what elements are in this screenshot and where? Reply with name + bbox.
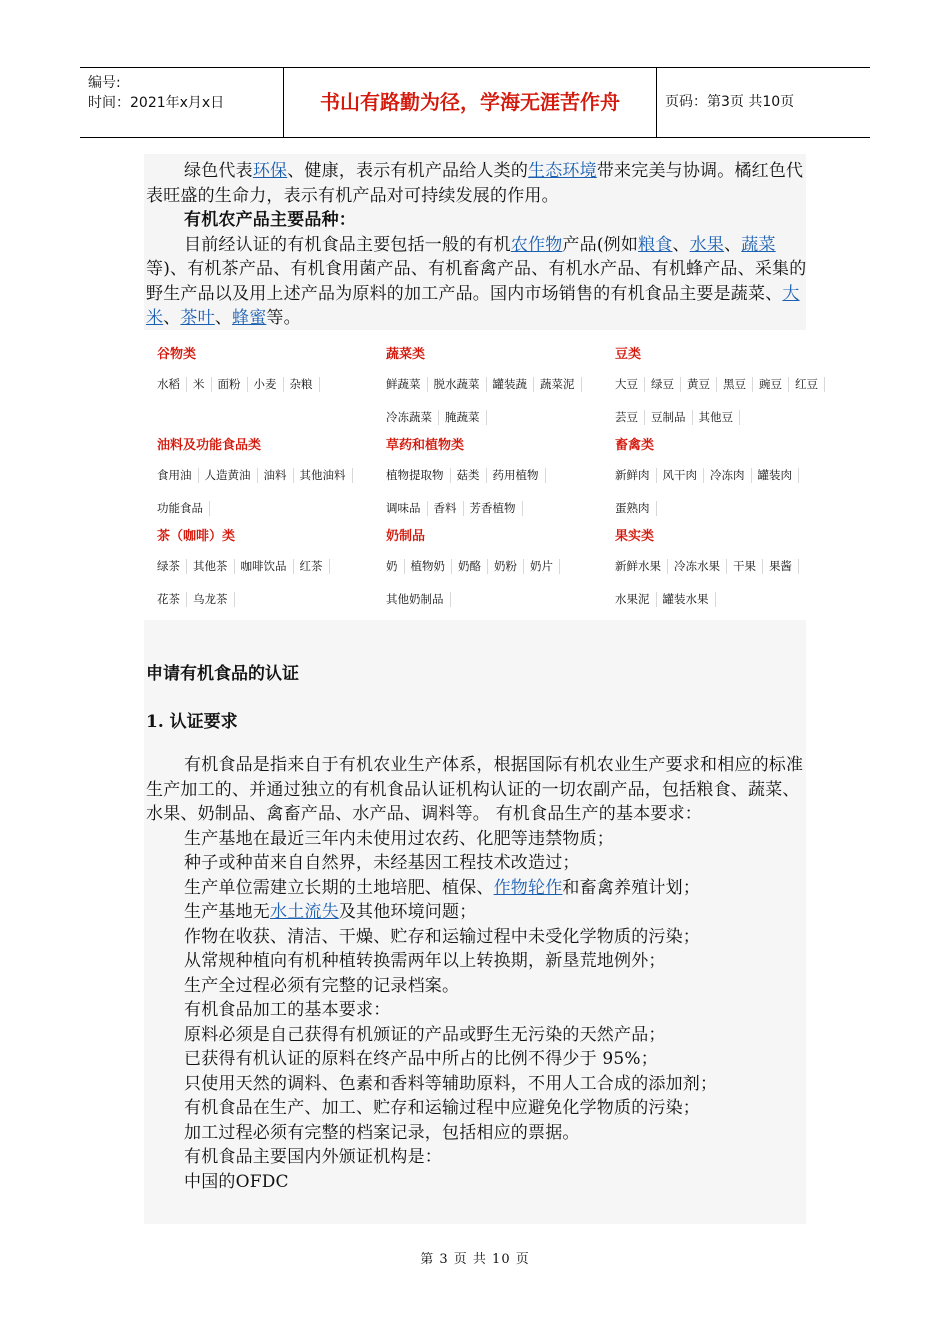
- list-item: 生产基地在最近三年内未使用过农药、化肥等违禁物质；: [184, 828, 614, 849]
- link-soil-erosion[interactable]: 水土流失: [270, 902, 339, 922]
- category-items: [386, 368, 611, 434]
- page-indicator: 页码：第3页 共10页: [665, 94, 795, 110]
- cert-body: [146, 753, 808, 1194]
- category-block: [386, 346, 611, 434]
- list-item: 只使用天然的调料、色素和香料等辅助原料，不用人工合成的添加剂；: [184, 1073, 718, 1094]
- category-items: [386, 550, 611, 616]
- category-item[interactable]: 新鲜肉: [615, 468, 657, 483]
- category-block: [386, 528, 611, 616]
- category-item[interactable]: 花茶: [157, 592, 187, 607]
- category-item[interactable]: 红茶: [294, 559, 330, 574]
- category-item[interactable]: 其他豆: [693, 410, 741, 425]
- category-row: [615, 368, 840, 401]
- text: 带来完美与协调。橘红色代表旺盛的生命力，表示有机产品对可持续发展的作用。: [146, 161, 804, 206]
- doc-time-label: 时间：2021年x月x日: [88, 95, 225, 111]
- category-row: [157, 368, 382, 401]
- category-item[interactable]: 冷冻水果: [668, 559, 727, 574]
- category-title[interactable]: 蔬菜类: [386, 347, 426, 362]
- category-item[interactable]: 豌豆: [753, 377, 789, 392]
- category-item[interactable]: 芸豆: [615, 410, 645, 425]
- list-item: [146, 876, 808, 901]
- cert-title: 申请有机食品的认证: [146, 664, 299, 684]
- category-item[interactable]: 人造黄油: [199, 468, 258, 483]
- link-rice[interactable]: 大米: [146, 283, 800, 328]
- category-items: [157, 368, 382, 401]
- category-item[interactable]: 植物奶: [405, 559, 453, 574]
- list-item: 原料必须是自己获得有机颁证的产品或野生无污染的天然产品；: [184, 1024, 666, 1045]
- category-block: [157, 528, 382, 616]
- text: 生产单位需建立长期的土地培肥、植保、: [184, 877, 494, 898]
- category-item[interactable]: 黄豆: [681, 377, 717, 392]
- category-row: [615, 583, 840, 616]
- list-item: 有机食品在生产、加工、贮存和运输过程中应避免化学物质的污染；: [184, 1098, 700, 1118]
- text: 和畜禽养殖计划；: [562, 877, 701, 898]
- category-title[interactable]: 畜禽类: [615, 438, 655, 453]
- category-item[interactable]: 红豆: [789, 377, 825, 392]
- category-row: [386, 401, 611, 434]
- list-item: 有机食品加工的基本要求：: [184, 1000, 391, 1020]
- category-item[interactable]: 其他茶: [187, 559, 235, 574]
- text: 及其他环境问题；: [338, 902, 477, 922]
- category-item[interactable]: 香料: [428, 501, 464, 516]
- text: 生产基地无: [184, 902, 270, 922]
- category-block: [615, 437, 840, 525]
- page-header: [80, 67, 870, 138]
- category-item[interactable]: 脱水蔬菜: [428, 377, 487, 392]
- list-item: 生产全过程必须有完整的记录档案。: [184, 975, 460, 996]
- category-row: [157, 550, 382, 583]
- header-page-cell: [657, 68, 870, 137]
- text: 、: [214, 308, 233, 328]
- link-crops[interactable]: 农作物: [510, 234, 563, 255]
- category-title[interactable]: 果实类: [615, 529, 655, 544]
- link-honey[interactable]: 蜂蜜: [232, 308, 267, 328]
- category-title[interactable]: 谷物类: [157, 347, 197, 362]
- category-title[interactable]: 油料及功能食品类: [157, 438, 262, 453]
- cert-subtitle: 1. 认证要求: [146, 712, 238, 732]
- list-item: 已获得有机认证的原料在终产品中所占的比例不得少于 95%；: [184, 1049, 658, 1069]
- category-item[interactable]: 冷冻肉: [704, 468, 752, 483]
- category-item[interactable]: 果酱: [763, 559, 799, 574]
- category-row: [615, 492, 840, 525]
- category-item[interactable]: 芳香植物: [464, 501, 523, 516]
- category-grid: [157, 346, 837, 612]
- link-vegetable[interactable]: 蔬菜: [741, 234, 776, 255]
- category-item[interactable]: 豆制品: [645, 410, 693, 425]
- category-items: [386, 459, 611, 525]
- category-block: [157, 346, 382, 401]
- category-item[interactable]: 米: [187, 377, 212, 392]
- category-title[interactable]: 奶制品: [386, 529, 426, 544]
- category-item[interactable]: 干果: [727, 559, 763, 574]
- category-row: [386, 459, 611, 492]
- category-row: [386, 492, 611, 525]
- category-item[interactable]: 黑豆: [717, 377, 753, 392]
- text: 产品(例如: [562, 234, 639, 255]
- category-item[interactable]: 水稻: [157, 377, 187, 392]
- category-row: [386, 583, 611, 616]
- category-item[interactable]: 面粉: [212, 377, 248, 392]
- category-block: [615, 528, 840, 616]
- category-block: [386, 437, 611, 525]
- category-item[interactable]: 水果泥: [615, 592, 657, 607]
- category-row: [157, 583, 382, 616]
- category-item[interactable]: 新鲜水果: [615, 559, 668, 574]
- category-title[interactable]: 豆类: [615, 347, 642, 362]
- category-item[interactable]: 植物提取物: [386, 468, 451, 483]
- category-item[interactable]: 罐装肉: [752, 468, 800, 483]
- category-row: [157, 459, 382, 492]
- page-footer: 第 3 页 共 10 页: [420, 1252, 530, 1267]
- category-item[interactable]: 鲜蔬菜: [386, 377, 428, 392]
- category-item[interactable]: 腌蔬菜: [439, 410, 487, 425]
- category-row: [615, 550, 840, 583]
- list-item: 从常规种植向有机种植转换需两年以上转换期，新垦荒地例外；: [184, 951, 666, 971]
- category-item[interactable]: 药用植物: [487, 468, 546, 483]
- text: 、健康，表示有机产品给人类的: [287, 161, 529, 181]
- intro-section: [146, 159, 808, 331]
- category-items: [157, 550, 382, 616]
- intro-paragraph-1: [146, 159, 808, 208]
- list-item: 作物在收获、清洁、干燥、贮存和运输过程中未受化学物质的污染；: [184, 926, 700, 947]
- category-title[interactable]: 草药和植物类: [386, 438, 465, 453]
- category-item[interactable]: 奶: [386, 559, 405, 574]
- list-item: [146, 900, 808, 925]
- text: 绿色代表: [184, 161, 253, 181]
- category-items: [615, 459, 840, 525]
- category-item[interactable]: 蛋熟肉: [615, 501, 657, 516]
- category-item[interactable]: 其他奶制品: [386, 592, 451, 607]
- category-row: [157, 492, 382, 525]
- category-item[interactable]: 其他油料: [294, 468, 353, 483]
- category-row: [386, 368, 611, 401]
- text: 、: [163, 308, 181, 328]
- category-row: [386, 550, 611, 583]
- header-meta-cell: [80, 68, 284, 137]
- category-item[interactable]: 罐装水果: [657, 592, 716, 607]
- category-item[interactable]: 奶酪: [452, 559, 488, 574]
- category-item[interactable]: 冷冻蔬菜: [386, 410, 439, 425]
- header-motto: 书山有路勤为径，学海无涯苦作舟: [284, 68, 657, 137]
- intro-paragraph-2: [146, 233, 808, 331]
- category-title[interactable]: 茶（咖啡）类: [157, 529, 236, 544]
- category-item[interactable]: 杂粮: [284, 377, 320, 392]
- category-items: [157, 459, 382, 525]
- category-item[interactable]: 咖啡饮品: [235, 559, 294, 574]
- category-item[interactable]: 蔬菜泥: [534, 377, 582, 392]
- link-tea[interactable]: 茶叶: [180, 308, 215, 328]
- category-items: [615, 368, 840, 434]
- category-row: [615, 401, 840, 434]
- doc-number-label: 编号:: [88, 75, 121, 91]
- cert-paragraph: 有机食品是指来自于有机农业生产体系，根据国际有机农业生产要求和相应的标准生产加工的、并通过独立的有机食品认证机构认证的一切农副产品，包括粮食、蔬菜、水果、奶制品、禽畜产品、水产品、调料等。 有机食品生产的基本要求：: [146, 755, 804, 824]
- category-item[interactable]: 奶粉: [488, 559, 524, 574]
- link-fruit[interactable]: 水果: [689, 234, 725, 255]
- category-item[interactable]: 菇类: [451, 468, 487, 483]
- link-environment[interactable]: 环保: [252, 161, 288, 181]
- link-grain[interactable]: 粮食: [638, 234, 673, 255]
- category-item[interactable]: 绿豆: [645, 377, 681, 392]
- text: 等。: [266, 308, 301, 328]
- text: 、: [724, 234, 742, 255]
- list-item: 中国的OFDC: [184, 1171, 289, 1192]
- link-ecology[interactable]: 生态环境: [528, 161, 597, 181]
- category-item[interactable]: 功能食品: [157, 501, 210, 516]
- category-item[interactable]: 绿茶: [157, 559, 187, 574]
- category-row: [615, 459, 840, 492]
- section-heading: 有机农产品主要品种：: [184, 210, 356, 230]
- list-item: 加工过程必须有完整的档案记录，包括相应的票据。: [184, 1122, 580, 1143]
- category-item[interactable]: 奶片: [524, 559, 560, 574]
- text: 、: [672, 234, 690, 255]
- category-item[interactable]: 风干肉: [657, 468, 705, 483]
- category-block: [157, 437, 382, 525]
- link-crop-rotation[interactable]: 作物轮作: [493, 877, 563, 898]
- category-item[interactable]: 食用油: [157, 468, 199, 483]
- category-item[interactable]: 罐装蔬: [487, 377, 535, 392]
- category-item[interactable]: 乌龙茶: [187, 592, 235, 607]
- text: 目前经认证的有机食品主要包括一般的有机: [184, 234, 511, 255]
- category-item[interactable]: 大豆: [615, 377, 645, 392]
- category-block: [615, 346, 840, 434]
- category-item[interactable]: 小麦: [248, 377, 284, 392]
- category-item[interactable]: 油料: [258, 468, 294, 483]
- category-item[interactable]: 调味品: [386, 501, 428, 516]
- list-item: 有机食品主要国内外颁证机构是：: [184, 1147, 442, 1167]
- list-item: 种子或种苗来自自然界，未经基因工程技术改造过；: [184, 853, 580, 873]
- text: 等)、有机茶产品、有机食用菌产品、有机畜禽产品、有机水产品、有机蜂产品、采集的野生产品以及用上述产品为原料的加工产品。国内市场销售的有机食品主要是蔬菜、: [146, 259, 807, 304]
- category-items: [615, 550, 840, 616]
